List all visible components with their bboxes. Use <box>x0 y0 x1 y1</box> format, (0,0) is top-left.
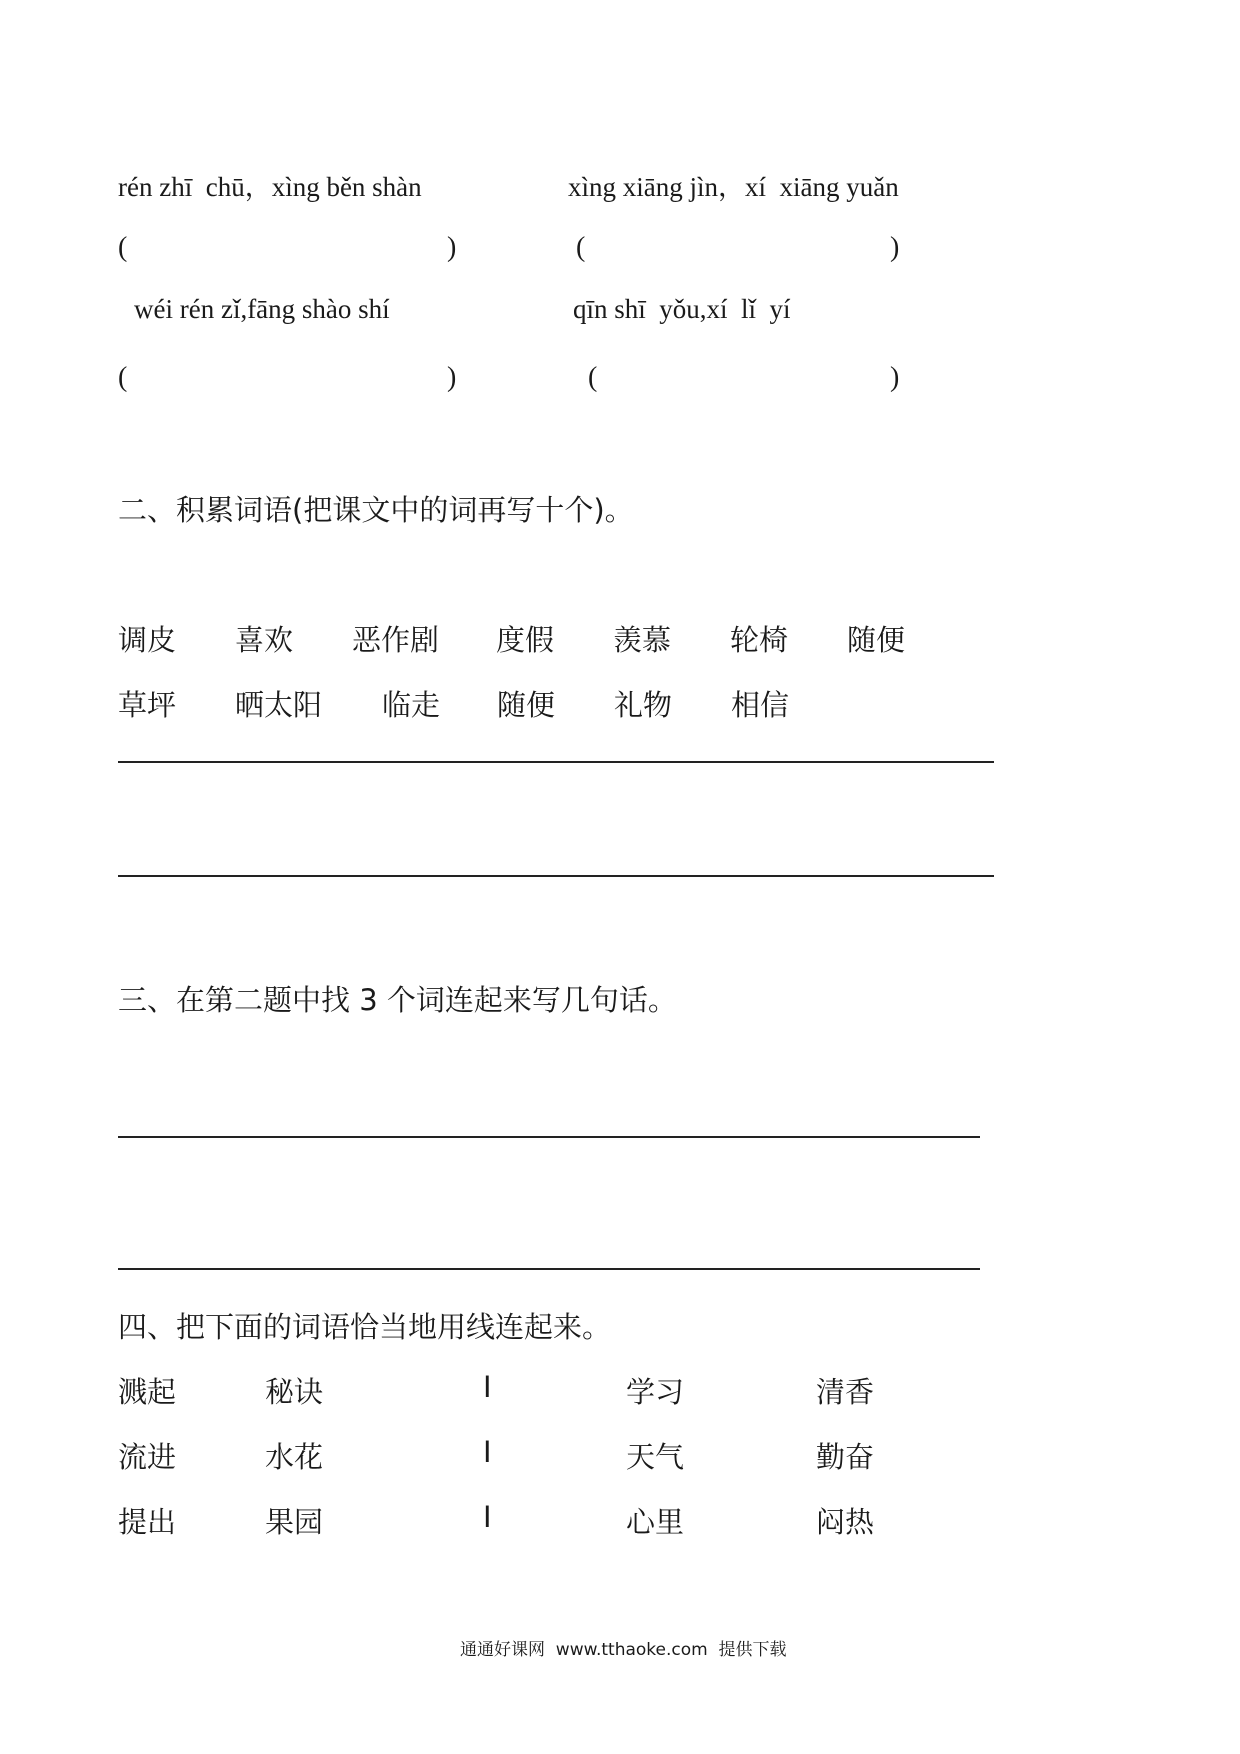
match-r1-c2: 秘诀 <box>265 1375 324 1409</box>
word-row2-2: 晒太阳 <box>235 688 323 722</box>
word-row1-1: 调皮 <box>118 623 177 657</box>
word-row2-3: 临走 <box>382 688 441 722</box>
match-r1-c4: 学习 <box>626 1375 685 1409</box>
answer-line-3b <box>118 1268 980 1270</box>
word-row2-1: 草坪 <box>118 688 177 722</box>
word-row1-6: 轮椅 <box>730 623 789 657</box>
match-r2-c3: I <box>483 1435 492 1469</box>
pinyin-line-1: rén zhī chū，xìng běn shàn <box>118 172 422 202</box>
match-r3-c5: 闷热 <box>816 1505 875 1539</box>
paren-open-3: ( <box>118 362 128 393</box>
word-row1-7: 随便 <box>847 623 906 657</box>
paren-close-3: ) <box>447 362 457 393</box>
match-r1-c1: 溅起 <box>118 1375 177 1409</box>
paren-open-1: ( <box>118 232 128 263</box>
match-r2-c5: 勤奋 <box>816 1440 875 1474</box>
paren-close-1: ) <box>447 232 457 263</box>
paren-close-2: ) <box>890 232 900 263</box>
section4-heading: 四、把下面的词语恰当地用线连起来。 <box>118 1310 612 1344</box>
match-r3-c4: 心里 <box>626 1505 685 1539</box>
match-r2-c2: 水花 <box>265 1440 324 1474</box>
match-r3-c2: 果园 <box>265 1505 324 1539</box>
word-row1-5: 羡慕 <box>613 623 672 657</box>
answer-line-2a <box>118 761 994 763</box>
paren-close-4: ) <box>890 362 900 393</box>
word-row2-5: 礼物 <box>614 688 673 722</box>
word-row1-2: 喜欢 <box>235 623 294 657</box>
match-r2-c1: 流进 <box>118 1440 177 1474</box>
match-r1-c5: 清香 <box>816 1375 875 1409</box>
footer-text: 通通好课网 www.tthaoke.com 提供下载 <box>460 1640 787 1660</box>
match-r3-c1: 提出 <box>118 1505 177 1539</box>
answer-line-3a <box>118 1136 980 1138</box>
answer-line-2b <box>118 875 994 877</box>
match-r1-c3: I <box>483 1370 492 1404</box>
paren-open-4: ( <box>588 362 598 393</box>
match-r2-c4: 天气 <box>626 1440 685 1474</box>
pinyin-line-4: qīn shī yǒu,xí lǐ yí <box>573 294 791 324</box>
match-r3-c3: I <box>483 1500 492 1534</box>
word-row2-4: 随便 <box>497 688 556 722</box>
word-row2-6: 相信 <box>731 688 790 722</box>
pinyin-line-3: wéi rén zǐ,fāng shào shí <box>134 294 390 324</box>
pinyin-line-2: xìng xiāng jìn，xí xiāng yuǎn <box>568 172 899 202</box>
word-row1-3: 恶作剧 <box>352 623 440 657</box>
paren-open-2: ( <box>576 232 586 263</box>
section3-heading: 三、在第二题中找 3 个词连起来写几句话。 <box>118 983 677 1017</box>
section2-heading: 二、积累词语(把课文中的词再写十个)。 <box>118 493 634 527</box>
word-row1-4: 度假 <box>496 623 555 657</box>
